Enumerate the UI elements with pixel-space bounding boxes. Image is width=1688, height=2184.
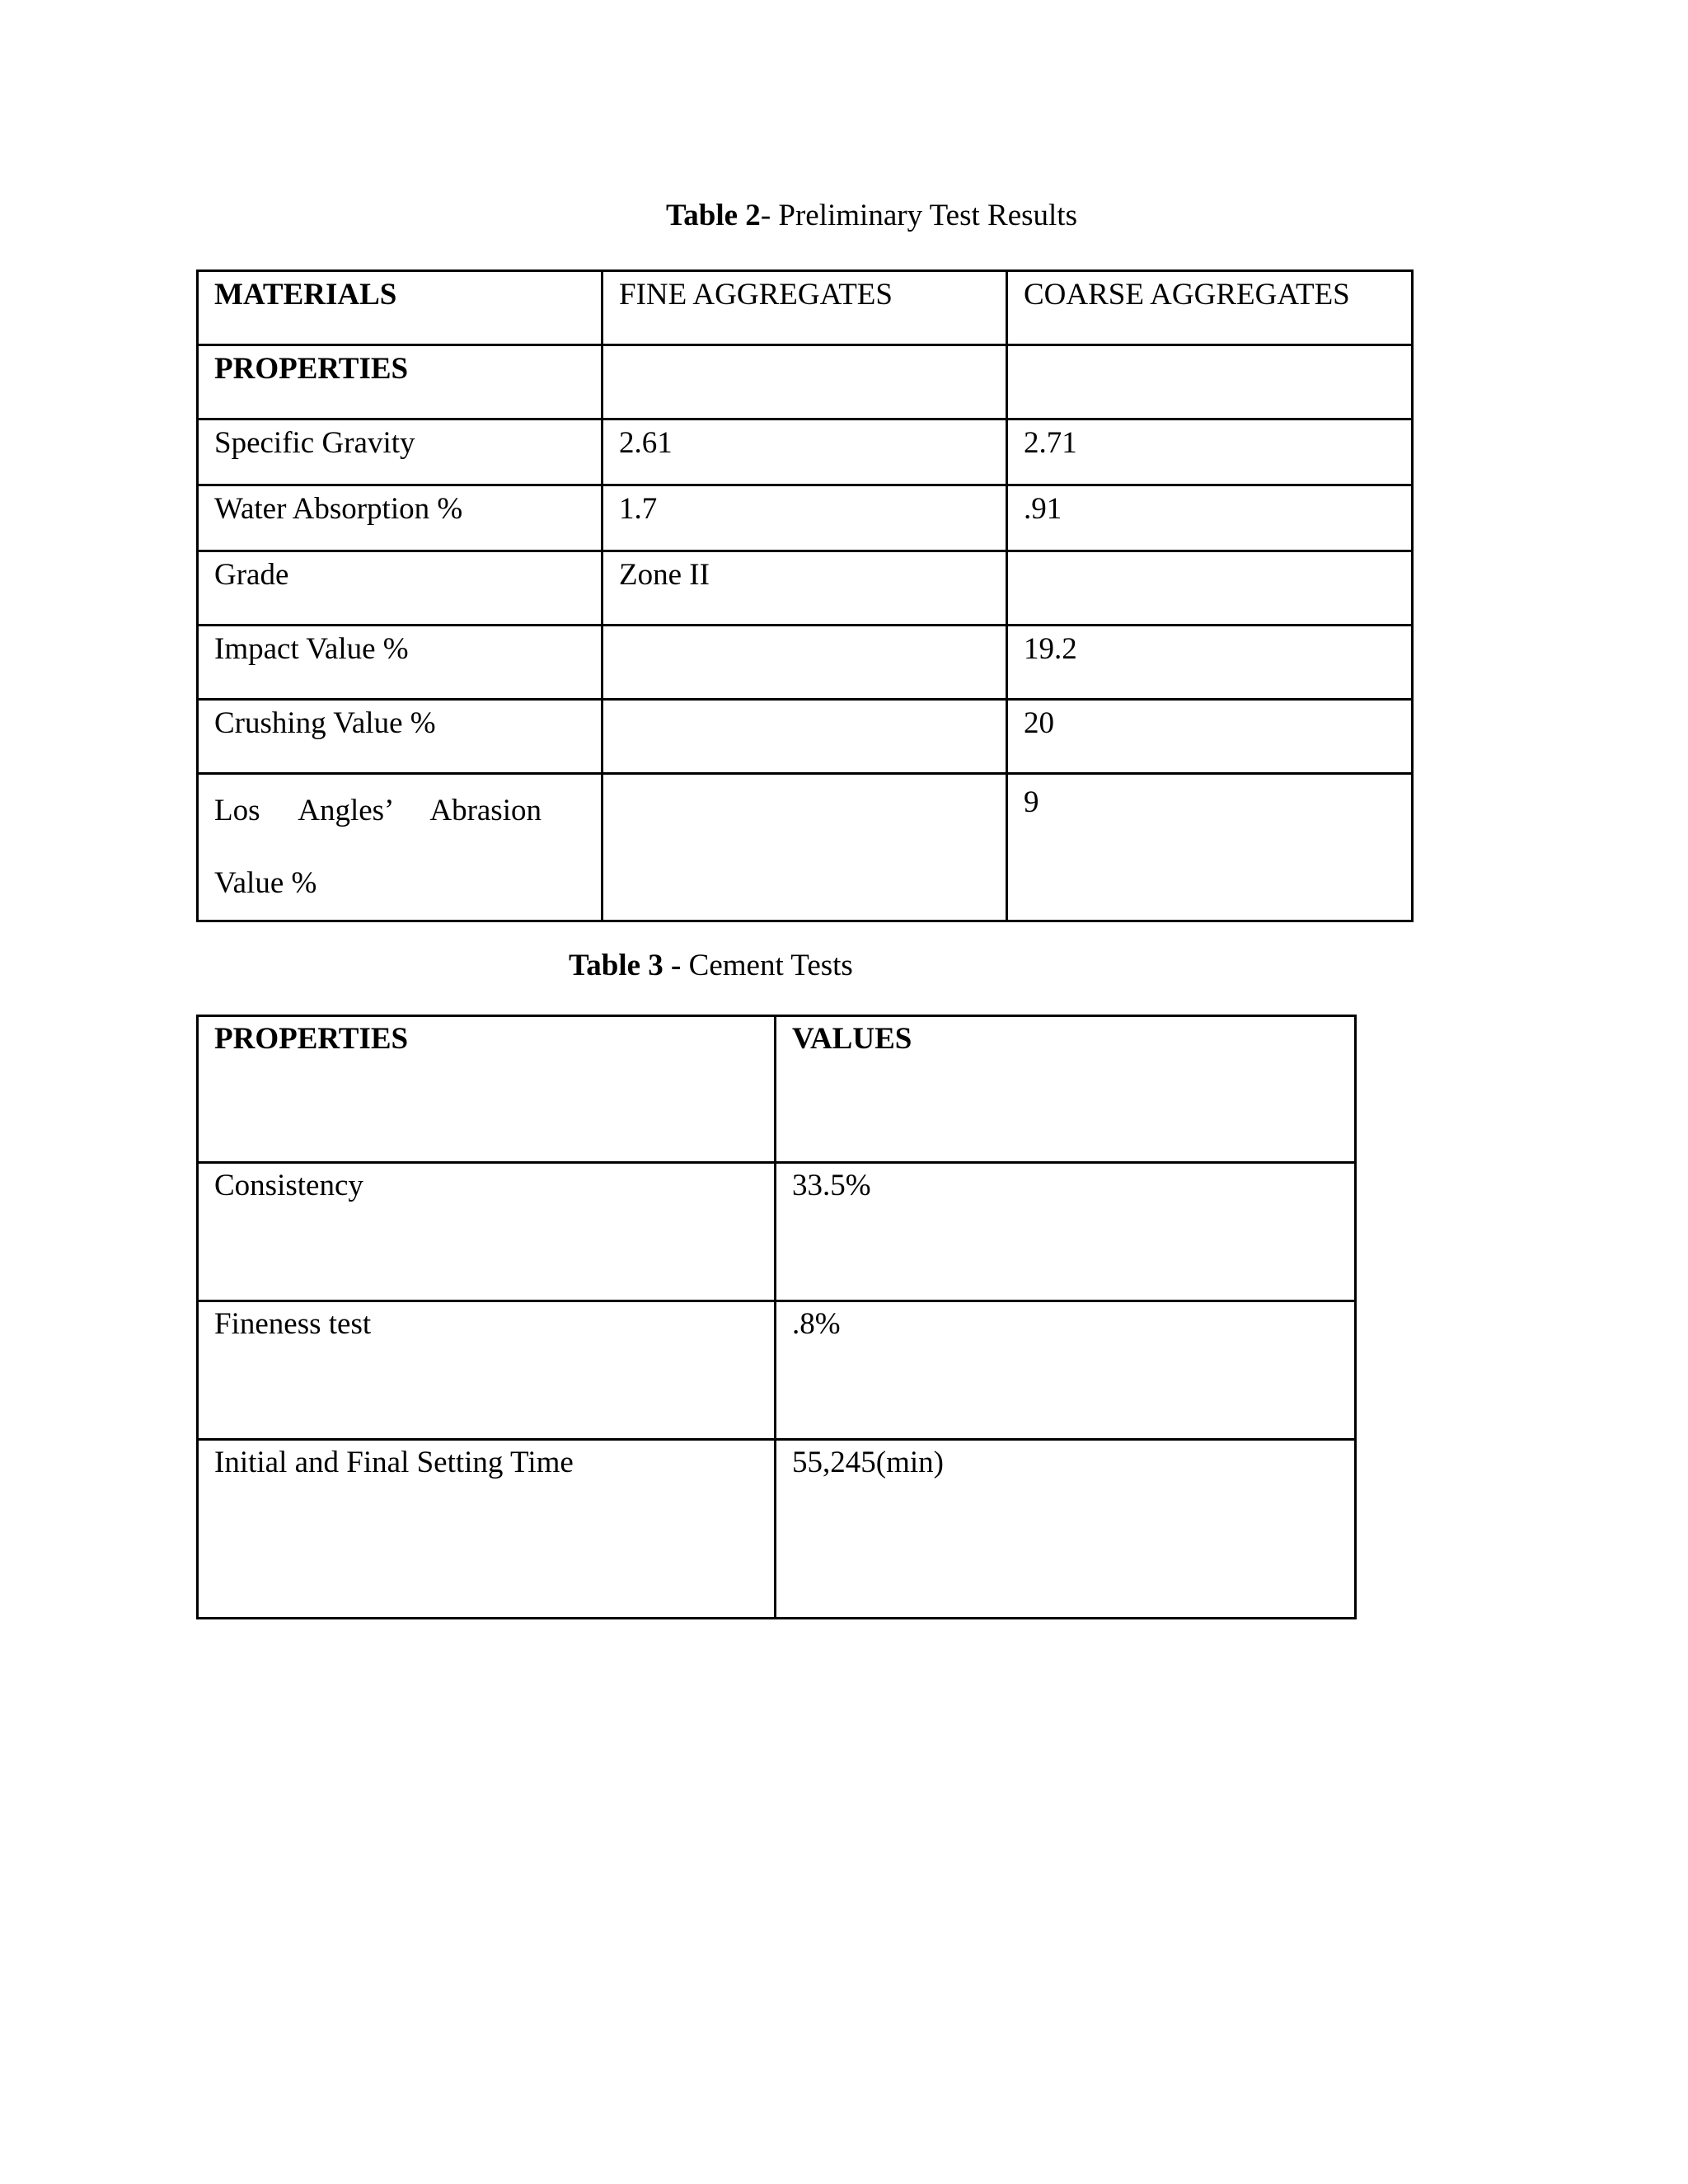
cement-tests-table xyxy=(196,1015,1357,1619)
table-row xyxy=(198,1301,1356,1440)
table-row xyxy=(198,774,1413,921)
coarse-value-cell: 20 xyxy=(1007,700,1413,774)
table-row xyxy=(198,700,1413,774)
table2-caption xyxy=(666,198,1077,234)
table-header-row xyxy=(198,1016,1356,1163)
fine-value-cell xyxy=(603,626,1007,700)
header-fine-aggregates: FINE AGGREGATES xyxy=(603,271,1007,345)
property-cell: Crushing Value % xyxy=(198,700,603,774)
property-cell xyxy=(198,774,603,921)
coarse-value-cell: 2.71 xyxy=(1007,419,1413,485)
table-subheader-row xyxy=(198,345,1413,419)
preliminary-test-results-table xyxy=(196,269,1414,922)
property-line-2: Value % xyxy=(214,866,317,900)
value-cell: 55,245(min) xyxy=(776,1440,1356,1619)
property-line-1: Los Angles’ Abrasion xyxy=(214,794,542,827)
coarse-value-cell: .91 xyxy=(1007,485,1413,551)
property-cell: Water Absorption % xyxy=(198,485,603,551)
property-cell: Specific Gravity xyxy=(198,419,603,485)
fine-value-cell: Zone II xyxy=(603,551,1007,626)
header-materials: MATERIALS xyxy=(198,271,603,345)
coarse-value-cell xyxy=(1007,551,1413,626)
table-row xyxy=(198,551,1413,626)
fine-value-cell: 2.61 xyxy=(603,419,1007,485)
table3-caption xyxy=(569,948,853,984)
property-cell: Impact Value % xyxy=(198,626,603,700)
header-coarse-aggregates: COARSE AGGREGATES xyxy=(1007,271,1413,345)
table-cell xyxy=(1007,345,1413,419)
fine-value-cell: 1.7 xyxy=(603,485,1007,551)
table-row xyxy=(198,1163,1356,1301)
fine-value-cell xyxy=(603,700,1007,774)
coarse-value-cell: 9 xyxy=(1007,774,1413,921)
table3-caption-text: Cement Tests xyxy=(681,949,853,982)
table-row xyxy=(198,626,1413,700)
subheader-properties: PROPERTIES xyxy=(198,345,603,419)
table-row xyxy=(198,1440,1356,1619)
table-cell xyxy=(603,345,1007,419)
table-row xyxy=(198,485,1413,551)
header-values: VALUES xyxy=(776,1016,1356,1163)
table2-caption-text: - Preliminary Test Results xyxy=(760,199,1077,232)
value-cell: .8% xyxy=(776,1301,1356,1440)
property-cell: Fineness test xyxy=(198,1301,776,1440)
fine-value-cell xyxy=(603,774,1007,921)
value-cell: 33.5% xyxy=(776,1163,1356,1301)
property-cell: Grade xyxy=(198,551,603,626)
table3-caption-label: Table 3 - xyxy=(569,949,682,982)
property-cell: Consistency xyxy=(198,1163,776,1301)
table-header-row xyxy=(198,271,1413,345)
header-properties: PROPERTIES xyxy=(198,1016,776,1163)
property-cell: Initial and Final Setting Time xyxy=(198,1440,776,1619)
table2-caption-label: Table 2 xyxy=(666,199,761,232)
table-row xyxy=(198,419,1413,485)
coarse-value-cell: 19.2 xyxy=(1007,626,1413,700)
